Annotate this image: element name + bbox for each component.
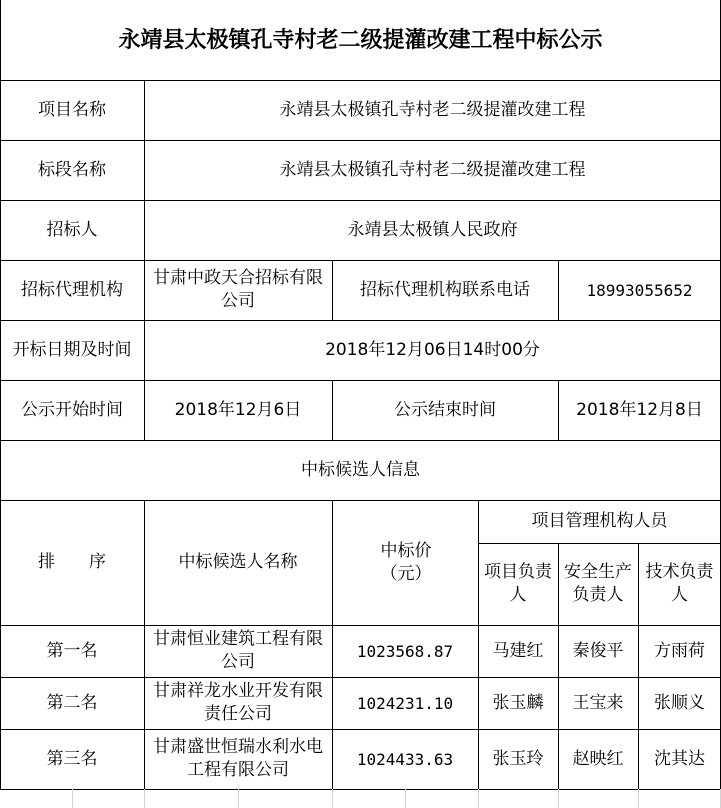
candidate-3-price: 1024433.63 <box>356 749 454 769</box>
candidates-section-title: 中标候选人信息 <box>301 459 420 480</box>
candidate-1-name: 甘肃恒业建筑工程有限公司 <box>153 629 323 672</box>
border-line <box>558 380 559 440</box>
header-project-manager: 项目负责人 <box>484 562 552 605</box>
candidate-1-pm: 马建红 <box>492 640 544 661</box>
header-safety-manager: 安全生产负责人 <box>564 562 632 605</box>
candidate-3-rank: 第三名 <box>46 748 98 769</box>
border-line <box>0 380 721 381</box>
grid-line <box>144 789 145 808</box>
candidate-2-tech: 张顺义 <box>654 692 705 713</box>
candidate-2-rank: 第二名 <box>46 692 98 713</box>
candidate-1-safety: 秦俊平 <box>572 640 624 661</box>
border-line <box>332 500 333 789</box>
project-name-value: 永靖县太极镇孔寺村老二级提灌改建工程 <box>279 99 586 120</box>
border-line <box>558 543 559 789</box>
publicity-end-label: 公示结束时间 <box>394 399 496 420</box>
candidate-1-tech: 方雨荷 <box>654 640 705 661</box>
section-name-label: 标段名称 <box>38 159 106 180</box>
grid-line <box>332 789 333 808</box>
agency-value: 甘肃中政天合招标有限公司 <box>153 268 323 311</box>
border-line <box>558 260 559 320</box>
publicity-start-value: 2018年12月6日 <box>174 399 302 420</box>
candidate-3-tech: 沈其达 <box>654 748 705 769</box>
header-price: 中标价（元） <box>380 540 432 584</box>
grid-line <box>638 789 639 808</box>
candidate-2-pm: 张玉麟 <box>492 692 544 713</box>
border-line <box>144 80 145 440</box>
candidate-3-safety: 赵映红 <box>572 748 624 769</box>
border-line <box>332 380 333 440</box>
border-line <box>0 500 721 501</box>
opening-value: 2018年12月06日14时00分 <box>325 339 540 360</box>
border-line <box>478 543 721 544</box>
candidate-2-price: 1024231.10 <box>356 693 454 713</box>
border-line <box>0 440 721 441</box>
publicity-start-label: 公示开始时间 <box>21 399 123 420</box>
agency-label: 招标代理机构 <box>21 279 123 300</box>
publicity-end-value: 2018年12月8日 <box>576 399 703 420</box>
tenderer-value: 永靖县太极镇人民政府 <box>347 219 518 240</box>
border-line <box>0 140 721 141</box>
agency-phone-label: 招标代理机构联系电话 <box>360 279 530 300</box>
page-title: 永靖县太极镇孔寺村老二级提灌改建工程中标公示 <box>118 27 603 53</box>
border-line <box>638 543 639 789</box>
grid-line <box>72 789 73 808</box>
grid-line <box>238 789 239 808</box>
header-staff-group: 项目管理机构人员 <box>531 511 668 531</box>
border-line <box>0 677 721 678</box>
project-name-label: 项目名称 <box>38 99 106 120</box>
border-line <box>332 260 333 320</box>
candidate-2-safety: 王宝来 <box>572 692 624 713</box>
grid-line <box>478 789 479 808</box>
header-candidate-name: 中标候选人名称 <box>178 552 298 572</box>
border-line <box>0 200 721 201</box>
candidate-1-rank: 第一名 <box>46 640 98 661</box>
border-line <box>0 320 721 321</box>
border-line <box>478 500 479 789</box>
border-line <box>0 80 721 81</box>
candidate-3-pm: 张玉玲 <box>492 748 544 769</box>
border-line <box>0 625 721 626</box>
agency-phone-value: 18993055652 <box>586 280 693 300</box>
border-line <box>0 789 721 790</box>
candidate-3-name: 甘肃盛世恒瑞水利水电工程有限公司 <box>153 737 323 780</box>
header-rank: 排 序 <box>38 552 106 572</box>
border-line <box>144 500 145 789</box>
header-tech-manager: 技术负责人 <box>645 562 714 605</box>
candidate-2-name: 甘肃祥龙水业开发有限责任公司 <box>153 681 323 724</box>
candidate-1-price: 1023568.87 <box>356 641 454 661</box>
border-line <box>0 260 721 261</box>
opening-label: 开标日期及时间 <box>12 339 132 360</box>
border-line <box>0 729 721 730</box>
section-name-value: 永靖县太极镇孔寺村老二级提灌改建工程 <box>279 159 586 180</box>
border-line <box>0 0 1 789</box>
grid-line <box>405 789 406 808</box>
grid-line <box>558 789 559 808</box>
tenderer-label: 招标人 <box>46 219 98 240</box>
